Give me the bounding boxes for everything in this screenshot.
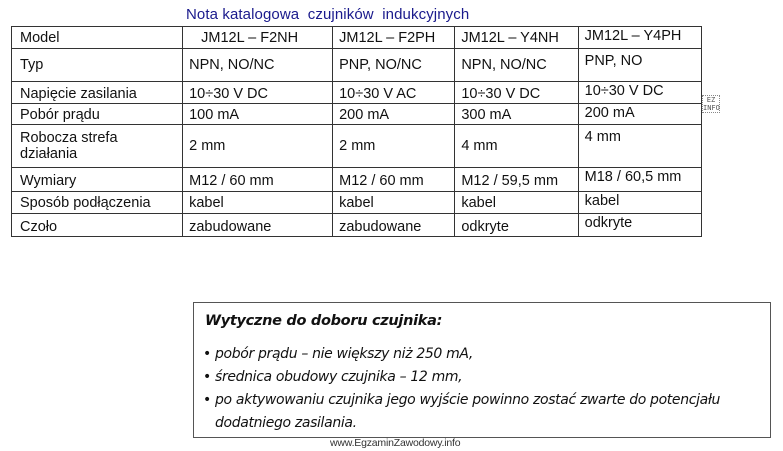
table-cell: 300 mA (455, 104, 578, 125)
table-cell: 10÷30 V DC (578, 82, 701, 104)
table-cell: NPN, NO/NC (455, 49, 578, 82)
table-cell: 10÷30 V DC (183, 82, 333, 104)
list-item-text: pobór prądu – nie większy niż 250 mA, (215, 346, 473, 362)
table-cell: 200 mA (333, 104, 455, 125)
table-row (12, 104, 702, 125)
header-cell: JM12L – F2NH (183, 27, 333, 49)
table-cell: odkryte (578, 214, 701, 237)
table-cell: odkryte (455, 214, 578, 237)
table-cell: kabel (455, 192, 578, 214)
guidelines-heading: Wytyczne do doboru czujnika: (205, 313, 443, 329)
table-row (12, 49, 702, 82)
table-cell: PNP, NO/NC (333, 49, 455, 82)
table-row (12, 125, 702, 168)
table-cell: 4 mm (578, 125, 701, 168)
header-cell: Model (12, 27, 183, 49)
table-cell: kabel (333, 192, 455, 214)
guidelines-list (203, 343, 763, 435)
bullet-icon: • (203, 392, 211, 408)
table-cell: 2 mm (183, 125, 333, 168)
list-item (203, 366, 763, 389)
list-item (203, 343, 763, 366)
table-cell: NPN, NO/NC (183, 49, 333, 82)
table-header-row (12, 27, 702, 49)
table-cell: M12 / 59,5 mm (455, 168, 578, 192)
table-cell: M12 / 60 mm (183, 168, 333, 192)
row-label: Czoło (12, 214, 183, 237)
table-cell: kabel (183, 192, 333, 214)
table-cell: 10÷30 V DC (455, 82, 578, 104)
table-cell: M12 / 60 mm (333, 168, 455, 192)
ez-info-logo (702, 95, 720, 113)
bullet-icon: • (203, 369, 211, 385)
list-item (203, 389, 763, 435)
list-item-text: średnica obudowy czujnika – 12 mm, (215, 369, 463, 385)
header-cell: JM12L – Y4PH (578, 27, 701, 49)
header-cell: JM12L – Y4NH (455, 27, 578, 49)
table-row (12, 214, 702, 237)
list-item-text: po aktywowaniu czujnika jego wyjście powinno zostać zwarte do potencjału dodatniego zasilania. (215, 392, 721, 431)
table-title: Nota katalogowa czujników indukcyjnych (186, 6, 470, 23)
footer-watermark: www.EgzaminZawodowy.info (330, 437, 461, 449)
row-label: Napięcie zasilania (12, 82, 183, 104)
table-cell: 4 mm (455, 125, 578, 168)
table-cell: 2 mm (333, 125, 455, 168)
logo-text-line1: EZ (706, 96, 716, 104)
row-label: Robocza strefa działania (12, 125, 183, 168)
table-cell: zabudowane (333, 214, 455, 237)
sensor-spec-table (11, 26, 702, 237)
table-cell: M18 / 60,5 mm (578, 168, 701, 192)
table-cell: 200 mA (578, 104, 701, 125)
table-cell: 10÷30 V AC (333, 82, 455, 104)
row-label: Sposób podłączenia (12, 192, 183, 214)
bullet-icon: • (203, 346, 211, 362)
table-cell: 100 mA (183, 104, 333, 125)
logo-text-line2: INFO (703, 104, 720, 112)
header-cell: JM12L – F2PH (333, 27, 455, 49)
table-cell: kabel (578, 192, 701, 214)
table-row (12, 168, 702, 192)
row-label: Wymiary (12, 168, 183, 192)
guidelines-box (193, 302, 771, 438)
table-row (12, 192, 702, 214)
table-row (12, 82, 702, 104)
row-label: Pobór prądu (12, 104, 183, 125)
row-label: Typ (12, 49, 183, 82)
table-cell: zabudowane (183, 214, 333, 237)
table-cell: PNP, NO (578, 49, 701, 82)
